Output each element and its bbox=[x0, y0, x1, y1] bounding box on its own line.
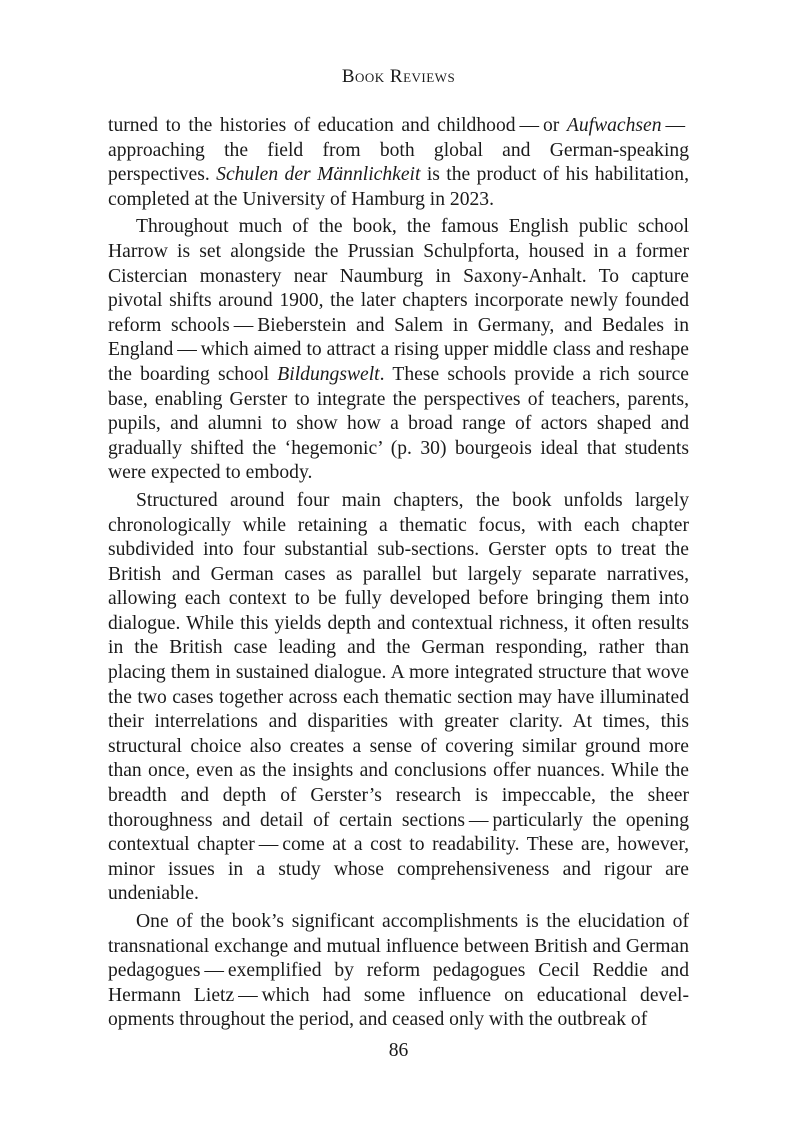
paragraph bbox=[108, 215, 689, 486]
text-segment: Structured around four main chapters, the book unfolds largely chronologically while retaining a thematic focus, with each chapter subdivided into four substantial sub-sections. Gerster opts to treat the British and German cases as parallel but largely separate narratives, allowing each context to be fully developed before bringing them into dialogue. While this yields depth and contextual richness, it often results in the British case leading and the German responding, rather than placing them in sustained dialogue. A more integrated structure that wove the two cases together across each thematic section may have illuminated their interrelations and disparities with greater clarity. At times, this structural choice also creates a sense of covering similar ground more than once, even as the insights and conclusions offer nuances. While the breadth and depth of Gerster’s research is impeccable, the sheer thoroughness and detail of certain sections — particularly the opening contextual chapter — come at a cost to readability. These are, however, minor issues in a study whose comprehensiveness and rigour are undeniable. bbox=[108, 489, 689, 905]
text-segment: One of the book’s significant accomplishments is the elucidation of transnational exchange and mutual influence between British and German pedagogues — exemplified by reform pedagogues Cecil Reddie and Hermann Lietz — which had some influence on educational developments throughout the period, and ceased only with the outbreak of bbox=[108, 911, 689, 1031]
running-head: Book Reviews bbox=[341, 66, 456, 87]
page-number: 86 bbox=[388, 1040, 409, 1061]
body-text bbox=[108, 114, 689, 1036]
italic-term: Aufwachsen bbox=[566, 115, 662, 136]
paragraph bbox=[108, 114, 689, 212]
text-segment: is the product of his habilitation, completed at the University of Hamburg in 2023. bbox=[108, 164, 689, 210]
document-page bbox=[108, 0, 689, 1131]
book-title: Schulen der Männlichkeit bbox=[216, 164, 421, 186]
italic-term: Bildungswelt bbox=[277, 363, 380, 385]
paragraph bbox=[108, 910, 689, 1033]
text-segment: . These schools provide a rich source base, enabling Gerster to integrate the perspectives of teachers, parents, pupils, and alumni to show how a broad range of actors shaped and gradually shifted the ‘hegemonic’ (p. 30) bourgeois ideal that students were expected to embody. bbox=[108, 363, 689, 484]
text-segment: Throughout much of the book, the famous English public school Harrow is set alongside the Prussian Schulpforta, housed in a former Cistercian monastery near Naumburg in Saxony-Anhalt. To capture pivotal shifts around 1900, the later chapters incorporate newly founded reform schools — Bieberstein and Salem in Germany, and Bedales in England — which aimed to attract a rising upper middle class and reshape the boarding school bbox=[108, 216, 689, 385]
text-segment: — approaching the field from both global and German-speaking perspectives. bbox=[108, 115, 689, 186]
text-segment: turned to the histories of education and childhood — or bbox=[108, 115, 567, 136]
paragraph bbox=[108, 489, 689, 907]
